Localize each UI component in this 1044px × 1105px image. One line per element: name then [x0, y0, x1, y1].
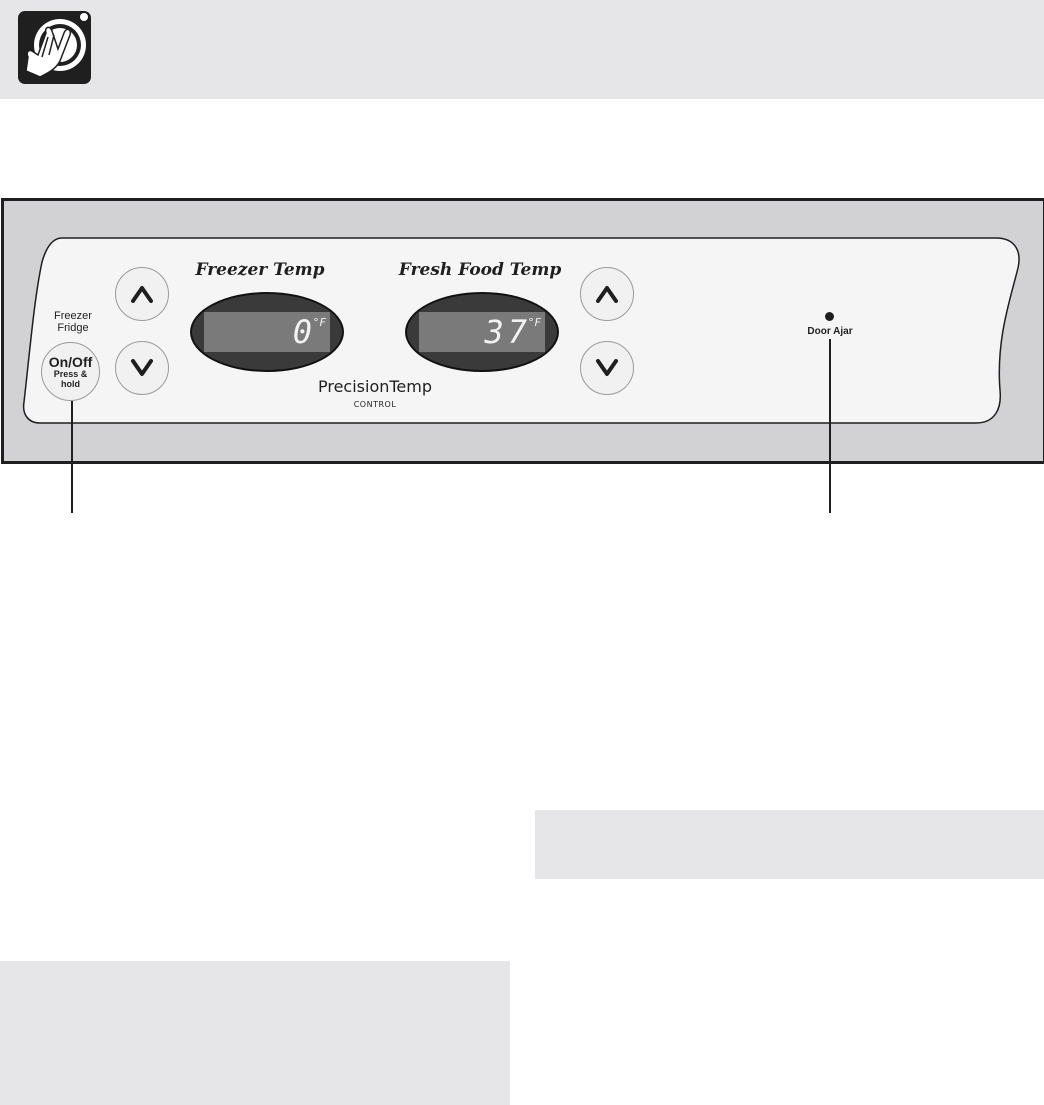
- note-box-right: [535, 810, 1044, 879]
- freezer-fridge-label: Freezer Fridge: [54, 310, 92, 334]
- press-hold-label: Press &: [53, 369, 88, 379]
- note-box-left: [0, 961, 510, 1105]
- chevron-up-icon: [130, 285, 154, 303]
- chevron-down-icon: [130, 359, 154, 377]
- onoff-leader-line: [71, 401, 73, 513]
- freezer-temp-unit: °F: [312, 316, 326, 329]
- fresh-food-temp-unit: °F: [527, 316, 541, 329]
- fresh-food-up-button[interactable]: [580, 267, 634, 321]
- fresh-food-temp-title: Fresh Food Temp: [398, 260, 562, 280]
- fresh-food-temp-display: [405, 292, 559, 372]
- door-ajar-label: Door Ajar: [807, 326, 853, 337]
- onoff-button[interactable]: [41, 342, 100, 401]
- freezer-up-button[interactable]: [115, 267, 169, 321]
- chevron-up-icon: [595, 285, 619, 303]
- freezer-temp-value: 0: [292, 313, 316, 351]
- freezer-temp-title: Freezer Temp: [195, 260, 325, 280]
- freezer-lcd: [204, 312, 330, 352]
- fresh-food-temp-value: 37: [484, 313, 531, 351]
- onoff-label: On/Off: [48, 354, 93, 370]
- door-ajar-indicator-dot: [825, 312, 834, 321]
- fresh-food-down-button[interactable]: [580, 341, 634, 395]
- door-ajar-leader-line: [829, 339, 831, 513]
- brand-sub-label: CONTROL: [353, 400, 397, 409]
- freezer-down-button[interactable]: [115, 341, 169, 395]
- chevron-down-icon: [595, 359, 619, 377]
- freezer-temp-display: [190, 292, 344, 372]
- control-panel-faceplate: [0, 0, 1044, 470]
- hold-label: hold: [61, 379, 80, 389]
- fresh-food-lcd: [419, 312, 545, 352]
- brand-label: PrecisionTemp: [317, 377, 433, 396]
